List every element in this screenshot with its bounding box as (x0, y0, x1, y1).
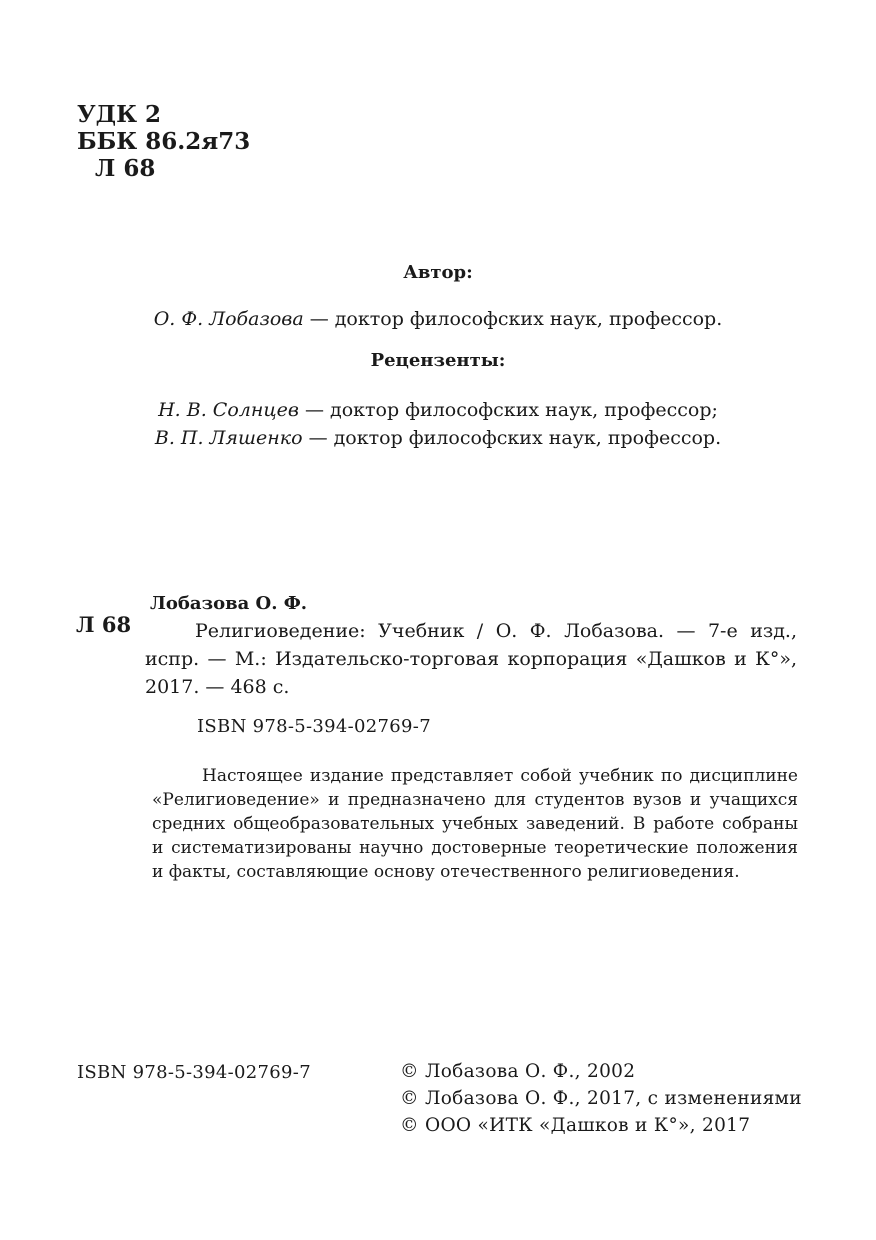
classification-block (77, 101, 250, 182)
author-line (0, 305, 876, 333)
reviewers-heading: Рецензенты: (370, 350, 506, 371)
author-mark: Л 68 (95, 155, 156, 182)
bibliographic-description (145, 617, 797, 701)
copyright-line: © Лобазова О. Ф., 2002 (400, 1061, 636, 1082)
abstract (152, 764, 798, 884)
reviewer-description: — доктор философских наук, профессор; (298, 399, 718, 421)
abstract-line: «Религиоведение» и предназначено для студентов вузов и учащихся (152, 790, 798, 810)
reviewer-description: — доктор философских наук, профессор. (302, 427, 722, 449)
author-description: — доктор философских наук, профессор. (303, 308, 723, 330)
bibliographic-line-3: 2017. — 468 с. (145, 676, 290, 698)
bibliographic-author: Лобазова О. Ф. (150, 593, 308, 614)
reviewer-line-1 (0, 396, 876, 424)
copyright-block (400, 1058, 802, 1139)
bibliographic-isbn: ISBN 978-5-394-02769-7 (197, 716, 431, 737)
bbk-code: ББК 86.2я73 (77, 128, 251, 155)
udk-code: УДК 2 (77, 101, 162, 128)
bibliographic-line-1: Религиоведение: Учебник / О. Ф. Лобазова. — 7-е изд., (195, 620, 797, 642)
abstract-line: и систематизированы научно достоверные теоретические положения (152, 838, 798, 858)
footer-isbn: ISBN 978-5-394-02769-7 (77, 1062, 311, 1083)
author-heading: Автор: (403, 262, 473, 283)
reviewer-line-2 (0, 424, 876, 452)
reviewer-name: В. П. Ляшенко (154, 427, 303, 449)
abstract-line: Настоящее издание представляет собой учебник по дисциплине (202, 766, 798, 786)
abstract-line: и факты, составляющие основу отечественного религиоведения. (152, 862, 740, 882)
bibliographic-line-2: испр. — М.: Издательско-торговая корпорация «Дашков и К°», (145, 648, 797, 670)
copyright-line: © ООО «ИТК «Дашков и К°», 2017 (400, 1115, 751, 1136)
copyright-line: © Лобазова О. Ф., 2017, с изменениями (400, 1088, 802, 1109)
abstract-line: средних общеобразовательных учебных заведений. В работе собраны (152, 814, 798, 834)
bibliographic-code: Л 68 (76, 612, 132, 637)
reviewer-name: Н. В. Солнцев (158, 399, 299, 421)
author-name: О. Ф. Лобазова (153, 308, 304, 330)
